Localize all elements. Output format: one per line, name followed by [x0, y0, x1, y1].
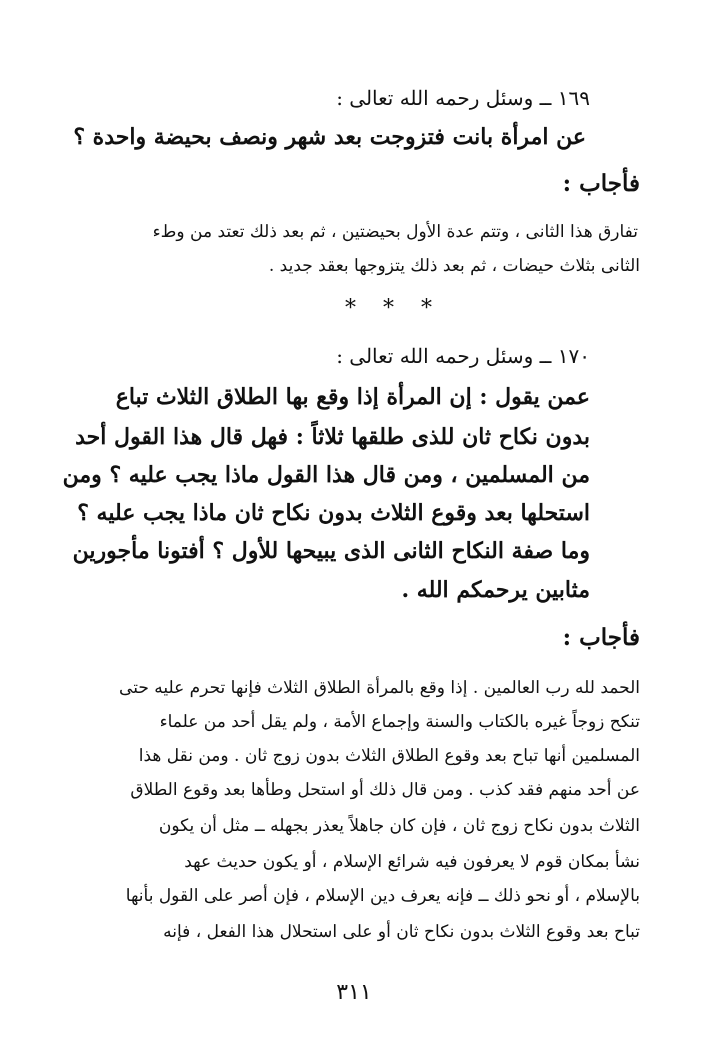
answer-170-line-5: الثلاث بدون نكاح زوج ثان ، فإن كان جاهلاً يعذر بجهله ــ مثل أن يكون	[158, 816, 640, 836]
question-169-text: عن امرأة بانت فتزوجت بعد شهر ونصف بحيضة واحدة ؟	[73, 124, 586, 150]
question-170-line-5: وما صفة النكاح الثانى الذى يبيحها للأول ؟ أفتونا مأجورين	[72, 538, 590, 564]
answer-170-line-4: عن أحد منهم فقد كذب . ومن قال ذلك أو استحل وطأها بعد وقوع الطلاق	[130, 780, 640, 800]
question-170-line-3: من المسلمين ، ومن قال هذا القول ماذا يجب عليه ؟ ومن	[62, 462, 590, 488]
answer-170-line-6: نشأ بمكان قوم لا يعرفون فيه شرائع الإسلام ، أو يكون حديث عهد	[184, 852, 640, 872]
answer-170-line-2: تنكح زوجاً غيره بالكتاب والسنة وإجماع الأمة ، ولم يقل أحد من علماء	[159, 712, 640, 732]
section-separator: * * *	[345, 296, 442, 321]
question-169-intro: ١٦٩ ــ وسئل رحمه الله تعالى :	[336, 86, 590, 110]
question-170-line-1: عمن يقول : إن المرأة إذا وقع بها الطلاق الثلاث تباع	[115, 384, 590, 410]
answer-170-line-1: الحمد لله رب العالمين . إذا وقع بالمرأة الطلاق الثلاث فإنها تحرم عليه حتى	[119, 678, 640, 698]
answer-169-label: فأجاب :	[562, 170, 640, 197]
question-170-line-2: بدون نكاح ثان للذى طلقها ثلاثاً : فهل قال هذا القول أحد	[75, 424, 590, 450]
page-number: ٣١١	[336, 980, 372, 1005]
answer-170-line-8: تباح بعد وقوع الثلاث بدون نكاح ثان أو على استحلال هذا الفعل ، فإنه	[163, 922, 640, 942]
answer-169-line-1: تفارق هذا الثانى ، وتتم عدة الأول بحيضتين ، ثم بعد ذلك تعتد من وطء	[152, 222, 638, 242]
question-170-line-4: استحلها بعد وقوع الثلاث بدون نكاح ثان ماذا يجب عليه ؟	[77, 500, 590, 526]
answer-170-line-7: بالإسلام ، أو نحو ذلك ــ فإنه يعرف دين الإسلام ، فإن أصر على القول بأنها	[125, 886, 640, 906]
question-170-line-6: مثابين يرحمكم الله .	[401, 577, 590, 603]
question-170-intro: ١٧٠ ــ وسئل رحمه الله تعالى :	[336, 344, 590, 368]
answer-170-line-3: المسلمين أنها تباح بعد وقوع الطلاق الثلاث بدون زوج ثان . ومن نقل هذا	[138, 746, 640, 766]
answer-170-label: فأجاب :	[562, 624, 640, 651]
answer-169-line-2: الثانى بثلاث حيضات ، ثم بعد ذلك يتزوجها بعقد جديد .	[268, 256, 640, 276]
